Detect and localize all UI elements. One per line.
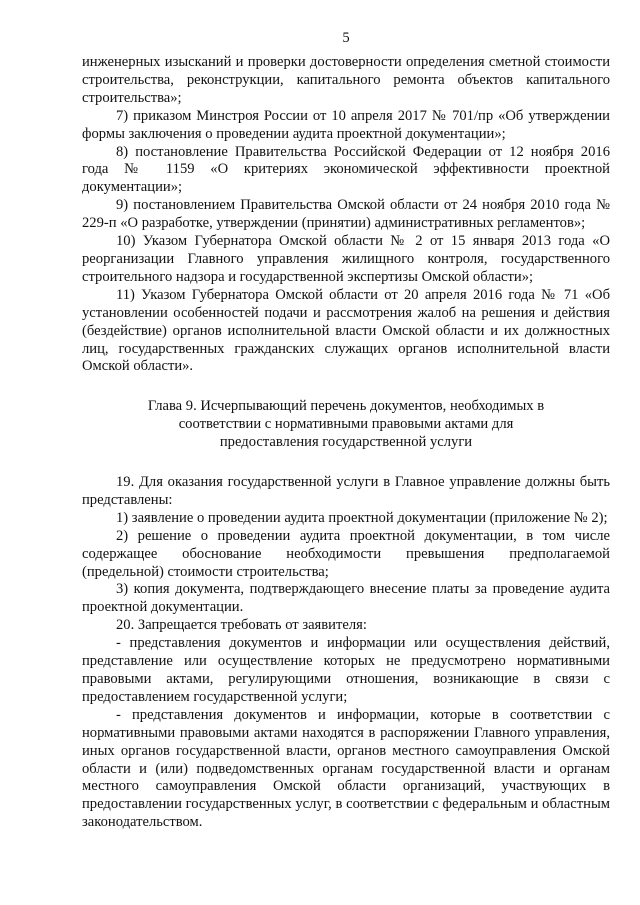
paragraph-item-8: 8) постановление Правительства Российской Федерации от 12 ноября 2016 года № 1159 «О критериях экономической эффективности проектной документации»; [82, 143, 610, 196]
paragraph-19-item-3: 3) копия документа, подтверждающего внесение платы за проведение аудита проектной документации. [82, 581, 610, 616]
paragraph-item-7: 7) приказом Минстроя России от 10 апреля 2017 № 701/пр «Об утверждении формы заключения о проведении аудита проектной документации»; [82, 107, 610, 142]
paragraph-continuation: инженерных изысканий и проверки достоверности определения сметной стоимости строительства, реконструкции, капитального ремонта объектов капитального строительства»; [82, 54, 610, 106]
paragraph-item-9: 9) постановлением Правительства Омской области от 24 ноября 2010 года № 229-п «О разработке, утверждении (принятии) административных регламентов»; [82, 197, 610, 232]
paragraph-20-item-1: - представления документов и информации или осуществления действий, представление или осуществление которых не предусмотрено нормативными правовыми актами, регулирующими отношения, возникающие в связи с предоставлением государственной услуги; [82, 635, 610, 705]
paragraph-19: 19. Для оказания государственной услуги в Главное управление должны быть представлены: [82, 474, 610, 508]
paragraph-19-item-1: 1) заявление о проведении аудита проектной документации (приложение № 2); [116, 509, 608, 526]
chapter-heading [88, 398, 604, 452]
chapter-heading-line-2: соответствии с нормативными правовыми актами для [178, 416, 514, 433]
paragraph-20-item-2: - представления документов и информации, которые в соответствии с нормативными правовыми актами находятся в распоряжении Главного управления, иных органов государственной власти, органов местного самоуправления Омской области и (или) подведомственных органам государственной власти и органам местного самоуправления Омской области организаций, участвующих в предоставлении государственных услуг, в соответствии с федеральным и областным законодательством. [82, 706, 610, 831]
chapter-heading-line-1: Глава 9. Исчерпывающий перечень документов, необходимых в [147, 398, 545, 415]
chapter-heading-line-3: предоставления государственной услуги [219, 434, 473, 451]
page-number: 5 [342, 30, 350, 46]
paragraph-item-10: 10) Указом Губернатора Омской области № 2 от 15 января 2013 года «О реорганизации Главного управления жилищного контроля, государственного строительного надзора и государственной экспертизы Омской области»; [82, 233, 610, 285]
paragraph-19-item-2: 2) решение о проведении аудита проектной документации, в том числе содержащее обоснование необходимости превышения предполагаемой (предельной) стоимости строительства; [82, 527, 610, 580]
paragraph-20: 20. Запрещается требовать от заявителя: [116, 617, 367, 634]
paragraph-item-11: 11) Указом Губернатора Омской области от 20 апреля 2016 года № 71 «Об установлении особенностей подачи и рассмотрения жалоб на решения и действия (бездействие) органов исполнительной власти Омской области и их должностных лиц, государственных гражданских служащих органов исполнительной власти Омской области». [82, 286, 610, 375]
